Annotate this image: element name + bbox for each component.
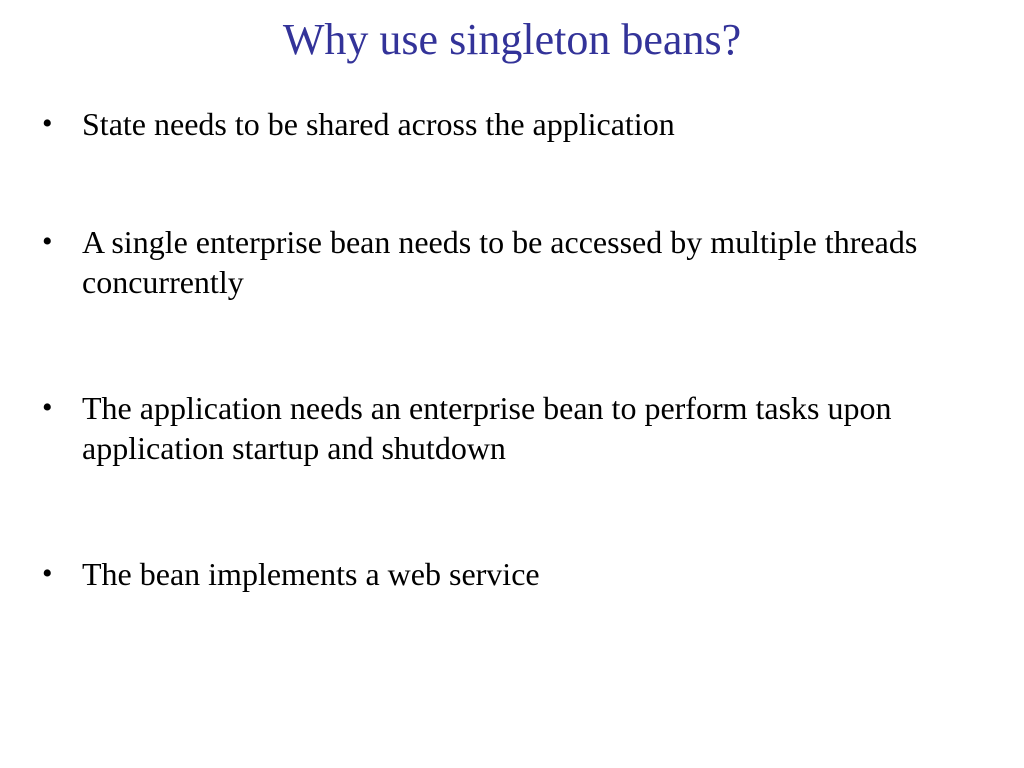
bullet-dot-icon: •: [42, 225, 53, 258]
bullet-text: State needs to be shared across the application: [82, 106, 675, 142]
bullet-dot-icon: •: [42, 107, 53, 140]
bullet-text: The application needs an enterprise bean to perform tasks upon application startup and shutdown: [82, 390, 892, 466]
bullet-dot-icon: •: [42, 391, 53, 424]
bullet-item: [42, 222, 942, 302]
bullet-dot-icon: •: [42, 557, 53, 590]
slide-title: Why use singleton beans?: [282, 15, 742, 64]
bullet-item: [42, 104, 942, 144]
bullet-text: The bean implements a web service: [82, 556, 540, 592]
bullet-item: [42, 554, 942, 594]
bullet-list: [42, 104, 942, 594]
bullet-item: [42, 388, 942, 468]
bullet-text: A single enterprise bean needs to be accessed by multiple threads concurrently: [82, 224, 918, 300]
